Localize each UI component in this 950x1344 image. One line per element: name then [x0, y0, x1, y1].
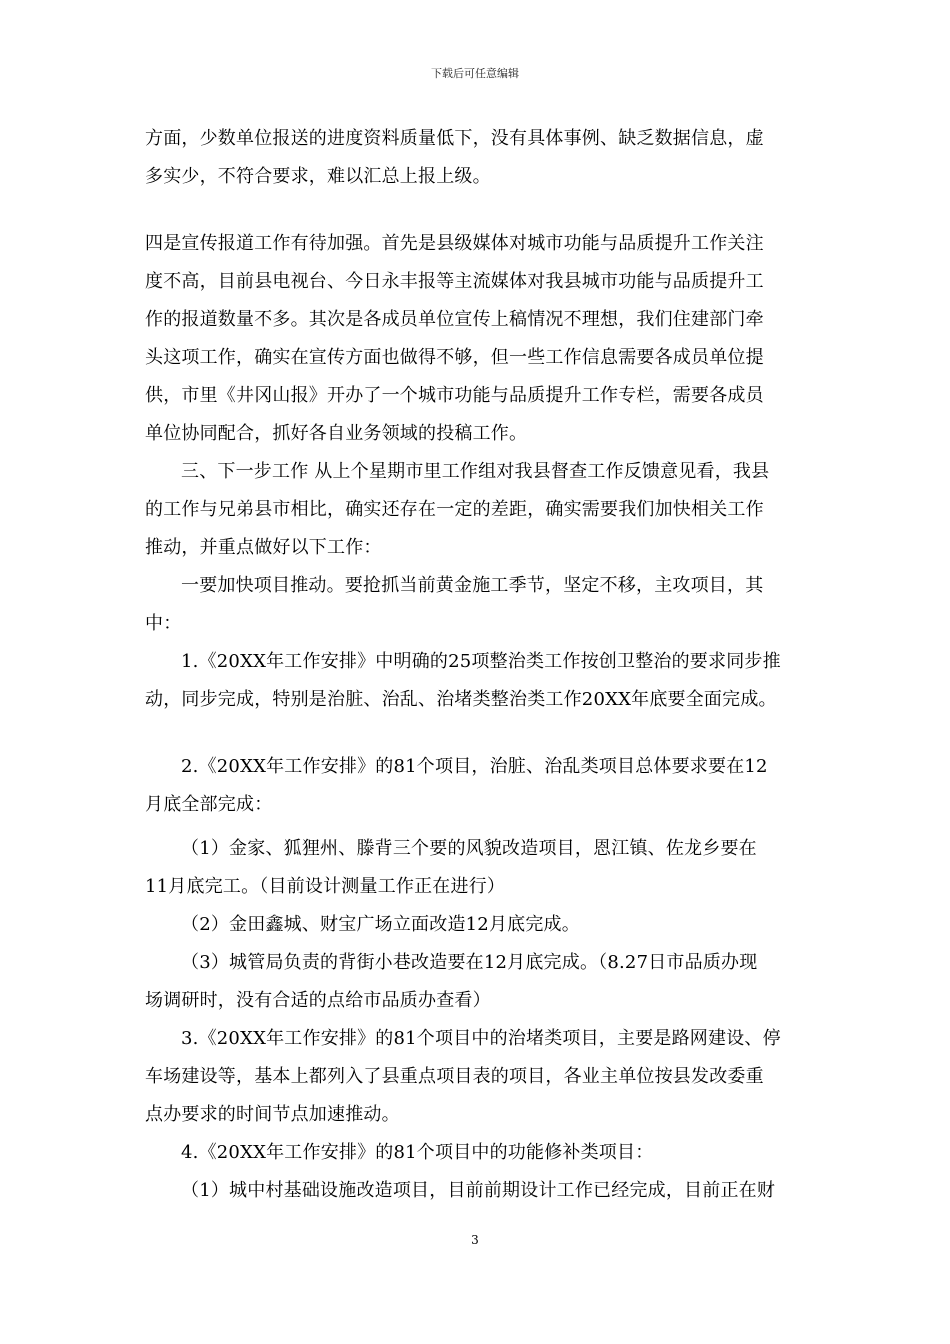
body-line-25: 点办要求的时间节点加速推动。 — [145, 1104, 400, 1125]
body-line-6: 头这项工作，确实在宣传方面也做得不够，但一些工作信息需要各成员单位提 — [145, 347, 764, 368]
body-line-18: （1）金家、狐狸州、滕背三个要的风貌改造项目，恩江镇、佐龙乡要在 — [181, 838, 757, 859]
body-line-26: 4.《20XX年工作安排》的81个项目中的功能修补类项目： — [181, 1142, 654, 1163]
body-line-14: 1.《20XX年工作安排》中明确的25项整治类工作按创卫整治的要求同步推 — [181, 651, 781, 672]
body-line-24: 车场建设等，基本上都列入了县重点项目表的项目，各业主单位按县发改委重 — [145, 1066, 764, 1087]
body-line-15: 动，同步完成，特别是治脏、治乱、治堵类整治类工作20XX年底要全面完成。 — [145, 689, 777, 710]
body-line-12: 一要加快项目推动。要抢抓当前黄金施工季节，坚定不移，主攻项目，其 — [181, 575, 764, 596]
body-line-11: 推动，并重点做好以下工作： — [145, 537, 382, 558]
page-header: 下载后可任意编辑 — [431, 67, 519, 80]
body-line-8: 单位协同配合，抓好各自业务领域的投稿工作。 — [145, 423, 528, 444]
body-line-1: 方面，少数单位报送的进度资料质量低下，没有具体事例、缺乏数据信息，虚 — [145, 128, 764, 149]
body-line-4: 度不高，目前县电视台、今日永丰报等主流媒体对我县城市功能与品质提升工 — [145, 271, 764, 292]
page-number: 3 — [471, 1233, 479, 1247]
body-line-3: 四是宣传报道工作有待加强。首先是县级媒体对城市功能与品质提升工作关注 — [145, 233, 764, 254]
body-line-7: 供，市里《井冈山报》开办了一个城市功能与品质提升工作专栏，需要各成员 — [145, 385, 764, 406]
body-line-13: 中： — [145, 613, 182, 634]
body-line-16: 2.《20XX年工作安排》的81个项目，治脏、治乱类项目总体要求要在12 — [181, 756, 768, 777]
body-line-10: 的工作与兄弟县市相比，确实还存在一定的差距，确实需要我们加快相关工作 — [145, 499, 764, 520]
body-line-5: 作的报道数量不多。其次是各成员单位宣传上稿情况不理想，我们住建部门牵 — [145, 309, 764, 330]
body-line-19: 11月底完工。（目前设计测量工作正在进行） — [145, 876, 506, 897]
body-line-17: 月底全部完成： — [145, 794, 273, 815]
body-line-22: 场调研时，没有合适的点给市品质办查看） — [145, 990, 491, 1011]
body-line-21: （3）城管局负责的背街小巷改造要在12月底完成。（8.27日市品质办现 — [181, 952, 758, 973]
body-line-20: （2）金田鑫城、财宝广场立面改造12月底完成。 — [181, 914, 580, 935]
body-line-2: 多实少，不符合要求，难以汇总上报上级。 — [145, 166, 491, 187]
body-line-23: 3.《20XX年工作安排》的81个项目中的治堵类项目，主要是路网建设、停 — [181, 1028, 781, 1049]
body-line-9: 三、下一步工作 从上个星期市里工作组对我县督查工作反馈意见看，我县 — [181, 461, 770, 482]
body-line-27: （1）城中村基础设施改造项目，目前前期设计工作已经完成，目前正在财 — [181, 1180, 776, 1201]
